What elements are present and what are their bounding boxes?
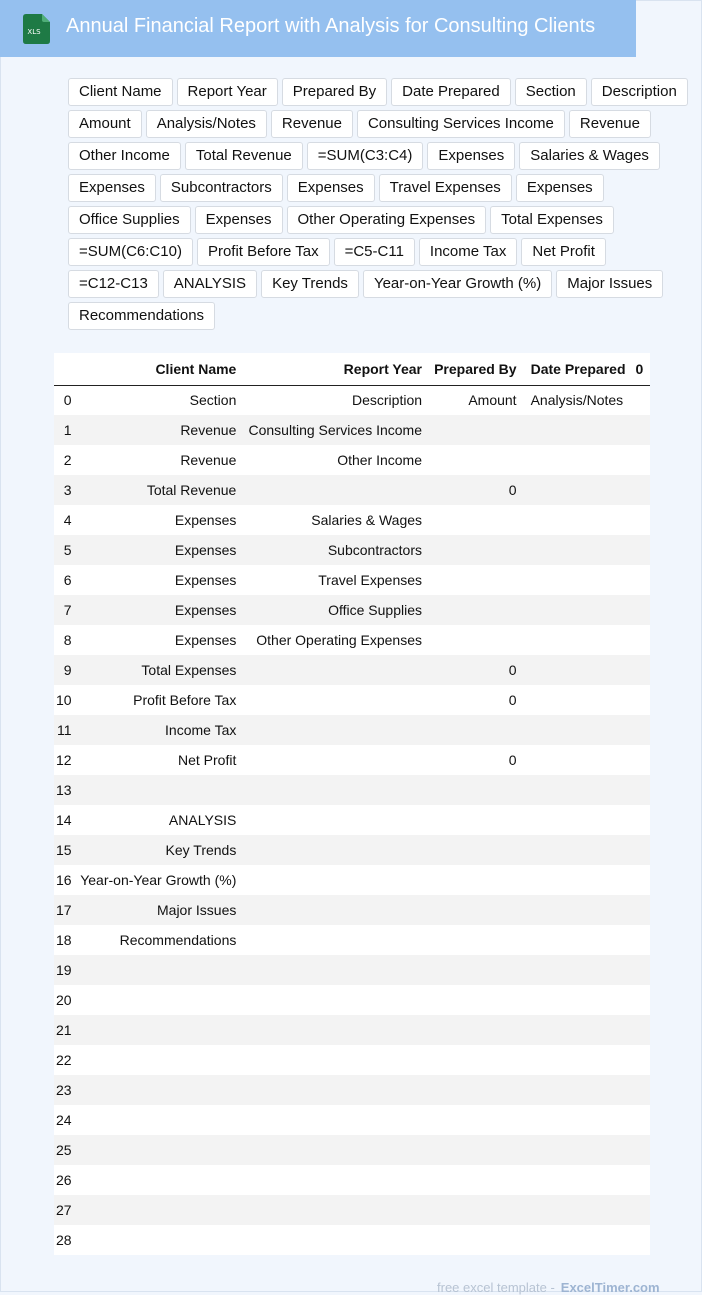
table-cell: Amount	[428, 385, 523, 415]
column-chip[interactable]: Description	[591, 78, 688, 106]
table-cell	[632, 895, 650, 925]
table-cell	[242, 805, 428, 835]
column-chip[interactable]: Expenses	[516, 174, 604, 202]
table-cell: Travel Expenses	[242, 565, 428, 595]
table-cell: 0	[428, 745, 523, 775]
table-cell	[428, 565, 523, 595]
column-chip[interactable]: Recommendations	[68, 302, 215, 330]
table-cell	[428, 1165, 523, 1195]
row-index-cell: 7	[54, 595, 74, 625]
table-cell	[428, 535, 523, 565]
column-chip[interactable]: =C5-C11	[334, 238, 415, 266]
table-cell	[632, 865, 650, 895]
table-cell	[74, 1075, 243, 1105]
table-row	[54, 655, 650, 685]
table-cell: Profit Before Tax	[74, 685, 243, 715]
column-chip[interactable]: =C12-C13	[68, 270, 159, 298]
column-chip[interactable]: Analysis/Notes	[146, 110, 267, 138]
row-index-cell: 10	[54, 685, 74, 715]
table-row	[54, 1165, 650, 1195]
table-cell	[523, 415, 632, 445]
table-row	[54, 865, 650, 895]
table-row	[54, 1195, 650, 1225]
table-cell	[428, 595, 523, 625]
column-header-prepared-by: Prepared By	[428, 353, 523, 385]
table-cell	[632, 445, 650, 475]
table-cell	[428, 775, 523, 805]
table-cell	[632, 1225, 650, 1255]
table-cell: Office Supplies	[242, 595, 428, 625]
row-index-cell: 23	[54, 1075, 74, 1105]
column-chip[interactable]: Revenue	[271, 110, 353, 138]
table-row	[54, 955, 650, 985]
table-cell: Expenses	[74, 595, 243, 625]
row-index-cell: 8	[54, 625, 74, 655]
table-row	[54, 835, 650, 865]
row-index-cell: 26	[54, 1165, 74, 1195]
table-cell	[632, 565, 650, 595]
table-cell	[523, 505, 632, 535]
footer-credit	[437, 1280, 660, 1295]
table-cell	[523, 595, 632, 625]
column-chip[interactable]: Salaries & Wages	[519, 142, 660, 170]
table-cell	[523, 1045, 632, 1075]
table-cell	[74, 1105, 243, 1135]
table-cell	[242, 475, 428, 505]
table-row	[54, 415, 650, 445]
column-chip[interactable]: Section	[515, 78, 587, 106]
table-cell	[523, 775, 632, 805]
row-index-cell: 20	[54, 985, 74, 1015]
table-cell	[523, 1075, 632, 1105]
table-cell	[523, 925, 632, 955]
table-cell	[242, 655, 428, 685]
spreadsheet-preview	[56, 353, 664, 1255]
table-cell	[632, 985, 650, 1015]
table-cell	[632, 385, 650, 415]
table-cell	[632, 685, 650, 715]
table-cell	[632, 1135, 650, 1165]
table-cell	[242, 1105, 428, 1135]
table-cell	[428, 505, 523, 535]
table-cell: Revenue	[74, 415, 243, 445]
table-cell	[632, 1195, 650, 1225]
table-cell	[428, 715, 523, 745]
table-row	[54, 625, 650, 655]
table-cell: Subcontractors	[242, 535, 428, 565]
column-header-client-name: Client Name	[74, 353, 243, 385]
column-chip[interactable]: ANALYSIS	[163, 270, 257, 298]
table-cell	[632, 1105, 650, 1135]
table-cell: Expenses	[74, 535, 243, 565]
table-cell	[428, 895, 523, 925]
row-index-cell: 17	[54, 895, 74, 925]
table-cell	[74, 985, 243, 1015]
table-cell	[428, 1135, 523, 1165]
table-cell	[242, 775, 428, 805]
row-index-cell: 1	[54, 415, 74, 445]
table-cell	[632, 715, 650, 745]
row-index-cell: 0	[54, 385, 74, 415]
row-index-cell: 6	[54, 565, 74, 595]
column-header-date-prepared: Date Prepared	[523, 353, 632, 385]
table-row	[54, 1045, 650, 1075]
table-row	[54, 1135, 650, 1165]
table-cell: ANALYSIS	[74, 805, 243, 835]
table-cell	[74, 1015, 243, 1045]
row-index-cell: 11	[54, 715, 74, 745]
row-index-cell: 28	[54, 1225, 74, 1255]
table-cell: Other Income	[242, 445, 428, 475]
table-row	[54, 745, 650, 775]
column-chip[interactable]: Year-on-Year Growth (%)	[363, 270, 552, 298]
table-cell	[523, 805, 632, 835]
row-index-cell: 22	[54, 1045, 74, 1075]
column-chip[interactable]: Expenses	[195, 206, 283, 234]
table-cell	[523, 1225, 632, 1255]
data-table	[54, 353, 650, 1255]
table-cell	[632, 805, 650, 835]
table-cell: Net Profit	[74, 745, 243, 775]
table-cell: Expenses	[74, 505, 243, 535]
table-cell	[632, 1165, 650, 1195]
table-row	[54, 565, 650, 595]
table-cell	[242, 1015, 428, 1045]
table-cell: Section	[74, 385, 243, 415]
table-row	[54, 445, 650, 475]
table-cell	[523, 985, 632, 1015]
table-row	[54, 985, 650, 1015]
table-cell	[74, 1225, 243, 1255]
column-header-zero: 0	[632, 353, 650, 385]
column-chip[interactable]: Travel Expenses	[379, 174, 512, 202]
table-cell: Analysis/Notes	[523, 385, 632, 415]
table-cell	[523, 865, 632, 895]
table-cell	[523, 535, 632, 565]
table-cell	[74, 1135, 243, 1165]
table-body	[54, 385, 650, 1255]
table-cell	[242, 1075, 428, 1105]
table-cell: 0	[428, 655, 523, 685]
table-cell	[242, 985, 428, 1015]
column-chip[interactable]: Office Supplies	[68, 206, 191, 234]
table-row	[54, 925, 650, 955]
row-index-cell: 15	[54, 835, 74, 865]
table-cell	[523, 625, 632, 655]
table-cell	[632, 1015, 650, 1045]
table-cell	[74, 775, 243, 805]
row-index-cell: 12	[54, 745, 74, 775]
table-row	[54, 685, 650, 715]
table-cell	[242, 1165, 428, 1195]
table-row	[54, 1105, 650, 1135]
table-cell	[428, 445, 523, 475]
table-cell: Description	[242, 385, 428, 415]
page-header	[0, 0, 636, 57]
row-index-cell: 3	[54, 475, 74, 505]
table-cell: Key Trends	[74, 835, 243, 865]
table-cell	[428, 835, 523, 865]
table-row	[54, 715, 650, 745]
column-chip[interactable]: Report Year	[177, 78, 278, 106]
table-cell	[523, 1165, 632, 1195]
footer-text: free excel template -	[437, 1280, 555, 1295]
table-cell: Salaries & Wages	[242, 505, 428, 535]
table-cell	[523, 685, 632, 715]
table-cell	[523, 655, 632, 685]
table-cell	[242, 685, 428, 715]
table-cell	[632, 955, 650, 985]
column-chip-list	[68, 78, 688, 330]
table-cell	[632, 835, 650, 865]
table-cell: Recommendations	[74, 925, 243, 955]
column-chip[interactable]: Other Income	[68, 142, 181, 170]
table-row	[54, 1075, 650, 1105]
table-cell	[632, 1075, 650, 1105]
table-cell	[428, 625, 523, 655]
table-cell	[242, 1135, 428, 1165]
table-cell	[632, 505, 650, 535]
table-cell	[632, 415, 650, 445]
table-cell	[242, 955, 428, 985]
footer-brand-link[interactable]: ExcelTimer.com	[560, 1280, 660, 1295]
column-chip[interactable]: Prepared By	[282, 78, 387, 106]
table-cell	[523, 895, 632, 925]
column-chip[interactable]: Major Issues	[556, 270, 663, 298]
row-index-cell: 4	[54, 505, 74, 535]
table-cell	[428, 1015, 523, 1045]
row-index-cell: 25	[54, 1135, 74, 1165]
table-cell	[428, 1225, 523, 1255]
table-cell	[632, 745, 650, 775]
table-cell	[242, 835, 428, 865]
table-cell	[74, 1195, 243, 1225]
table-cell	[632, 535, 650, 565]
row-index-cell: 24	[54, 1105, 74, 1135]
table-cell	[523, 445, 632, 475]
table-cell	[632, 475, 650, 505]
table-cell	[523, 1105, 632, 1135]
table-cell	[428, 1195, 523, 1225]
column-header-report-year: Report Year	[242, 353, 428, 385]
table-cell	[242, 745, 428, 775]
table-cell: Major Issues	[74, 895, 243, 925]
table-cell	[632, 595, 650, 625]
table-cell: Income Tax	[74, 715, 243, 745]
table-row	[54, 385, 650, 415]
table-cell: Other Operating Expenses	[242, 625, 428, 655]
table-cell	[523, 745, 632, 775]
table-row	[54, 1015, 650, 1045]
table-cell	[523, 955, 632, 985]
table-cell: Expenses	[74, 625, 243, 655]
row-index-cell: 19	[54, 955, 74, 985]
column-chip[interactable]: Expenses	[287, 174, 375, 202]
table-cell: Total Expenses	[74, 655, 243, 685]
table-cell	[523, 835, 632, 865]
table-cell	[523, 565, 632, 595]
table-cell	[523, 1015, 632, 1045]
table-cell	[523, 1195, 632, 1225]
table-cell: Expenses	[74, 565, 243, 595]
table-cell: Year-on-Year Growth (%)	[74, 865, 243, 895]
row-index-cell: 13	[54, 775, 74, 805]
table-row	[54, 1225, 650, 1255]
table-row	[54, 505, 650, 535]
table-cell	[632, 625, 650, 655]
table-cell	[428, 865, 523, 895]
table-cell	[428, 1045, 523, 1075]
row-index-cell: 5	[54, 535, 74, 565]
table-cell	[428, 415, 523, 445]
column-chip[interactable]: Client Name	[68, 78, 173, 106]
table-cell	[74, 1045, 243, 1075]
column-chip[interactable]: Net Profit	[521, 238, 606, 266]
table-cell: Consulting Services Income	[242, 415, 428, 445]
table-cell	[242, 895, 428, 925]
table-row	[54, 475, 650, 505]
column-chip[interactable]: Profit Before Tax	[197, 238, 330, 266]
table-cell	[74, 955, 243, 985]
column-chip[interactable]: =SUM(C6:C10)	[68, 238, 193, 266]
column-chip[interactable]: Total Expenses	[490, 206, 614, 234]
table-cell	[632, 775, 650, 805]
table-cell	[632, 925, 650, 955]
table-cell	[428, 1075, 523, 1105]
table-cell	[428, 955, 523, 985]
column-chip[interactable]: Expenses	[427, 142, 515, 170]
excel-icon-label: XLS	[27, 28, 41, 36]
table-cell	[428, 985, 523, 1015]
table-cell	[242, 715, 428, 745]
column-chip[interactable]: Income Tax	[419, 238, 517, 266]
table-cell: Revenue	[74, 445, 243, 475]
table-cell	[74, 1165, 243, 1195]
table-cell: Total Revenue	[74, 475, 243, 505]
column-header-index	[54, 353, 74, 385]
page-title: Annual Financial Report with Analysis for Consulting Clients	[66, 15, 596, 37]
table-row	[54, 595, 650, 625]
table-row	[54, 805, 650, 835]
row-index-cell: 2	[54, 445, 74, 475]
column-chip[interactable]: Total Revenue	[185, 142, 303, 170]
column-chip[interactable]: Revenue	[569, 110, 651, 138]
column-chip[interactable]: =SUM(C3:C4)	[307, 142, 424, 170]
table-cell	[242, 1045, 428, 1075]
table-cell	[523, 475, 632, 505]
table-cell	[242, 865, 428, 895]
excel-file-icon	[23, 14, 50, 44]
row-index-cell: 16	[54, 865, 74, 895]
table-cell	[632, 655, 650, 685]
table-cell	[242, 1225, 428, 1255]
table-cell	[632, 1045, 650, 1075]
table-cell: 0	[428, 685, 523, 715]
column-chip[interactable]: Amount	[68, 110, 142, 138]
row-index-cell: 21	[54, 1015, 74, 1045]
row-index-cell: 18	[54, 925, 74, 955]
table-cell	[242, 925, 428, 955]
row-index-cell: 14	[54, 805, 74, 835]
table-cell	[523, 715, 632, 745]
row-index-cell: 27	[54, 1195, 74, 1225]
column-chip[interactable]: Other Operating Expenses	[287, 206, 487, 234]
table-row	[54, 535, 650, 565]
column-chip[interactable]: Expenses	[68, 174, 156, 202]
row-index-cell: 9	[54, 655, 74, 685]
table-row	[54, 895, 650, 925]
table-cell	[428, 925, 523, 955]
table-cell	[242, 1195, 428, 1225]
table-cell	[428, 805, 523, 835]
column-chip[interactable]: Date Prepared	[391, 78, 511, 106]
column-chip[interactable]: Subcontractors	[160, 174, 283, 202]
table-row	[54, 775, 650, 805]
table-cell	[523, 1135, 632, 1165]
table-cell	[428, 1105, 523, 1135]
column-chip[interactable]: Consulting Services Income	[357, 110, 565, 138]
table-cell: 0	[428, 475, 523, 505]
column-chip[interactable]: Key Trends	[261, 270, 359, 298]
table-header-row	[54, 353, 650, 385]
